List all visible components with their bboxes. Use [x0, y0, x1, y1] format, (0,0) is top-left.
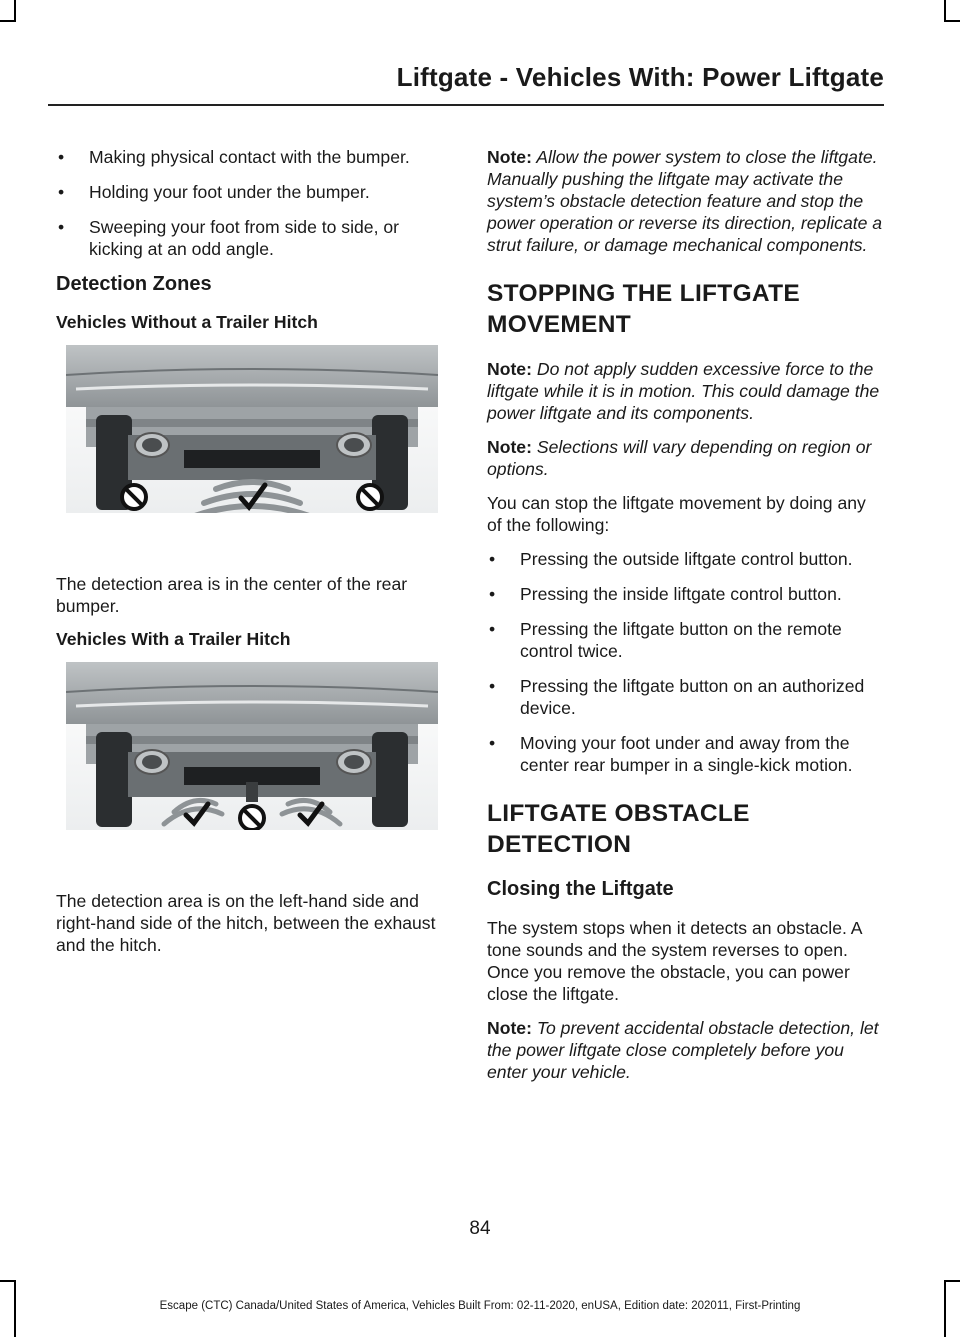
header-rule: [48, 104, 884, 106]
closing-text: The system stops when it detects an obstacle. A tone sounds and the system reverses to open. Once you remove the obstacle, you can power close the liftgate.: [487, 918, 862, 1004]
right-column: [487, 146, 883, 1095]
without-hitch-subheading: Vehicles Without a Trailer Hitch: [56, 312, 318, 332]
left-column: [56, 146, 440, 968]
stop-method-list: [487, 548, 883, 776]
page-title: Liftgate - Vehicles With: Power Liftgate: [396, 62, 884, 92]
list-item: • Pressing the liftgate button on the remote control twice.: [489, 619, 842, 661]
page-number: 84: [469, 1218, 491, 1239]
detection-text-center: The detection area is in the center of the rear bumper.: [56, 574, 408, 616]
list-item: • Pressing the outside liftgate control button.: [489, 549, 853, 569]
obstacle-detection-heading: LIFTGATE OBSTACLE DETECTION: [487, 800, 750, 858]
detection-zones-heading: Detection Zones: [56, 273, 212, 295]
list-item: • Pressing the inside liftgate control button.: [489, 584, 842, 604]
crop-mark: [944, 1280, 960, 1282]
list-item: • Moving your foot under and away from the center rear bumper in a single-kick motion.: [489, 733, 853, 775]
list-item: • Sweeping your foot from side to side, or kicking at an odd angle.: [58, 217, 400, 259]
crop-mark: [14, 0, 16, 22]
crop-mark: [0, 1280, 16, 1282]
page-footer: Escape (CTC) Canada/United States of America, Vehicles Built From: 02-11-2020, enUSA, Edition date: 202011, First-Printing: [159, 1300, 801, 1312]
note-selections: Note: Selections will vary depending on region or options.: [487, 437, 872, 479]
list-item: • Holding your foot under the bumper.: [58, 182, 370, 202]
bumper-no-hitch-illustration: [66, 345, 438, 513]
list-item: • Pressing the liftgate button on an authorized device.: [489, 676, 865, 718]
stopping-liftgate-heading: STOPPING THE LIFTGATE MOVEMENT: [487, 280, 801, 338]
note-sudden-force: Note: Do not apply sudden excessive force to the liftgate while it is in motion. This could damage the power liftgate and its components.: [487, 359, 880, 423]
list-item: • Making physical contact with the bumper.: [58, 147, 410, 167]
with-hitch-subheading: Vehicles With a Trailer Hitch: [56, 629, 291, 649]
crop-mark: [0, 20, 16, 22]
bumper-with-hitch-illustration: [66, 662, 438, 830]
contact-bullet-list: [56, 146, 440, 260]
note-accidental-detection: Note: To prevent accidental obstacle detection, let the power liftgate close completely before you enter your vehicle.: [487, 1018, 879, 1082]
detection-text-hitch: The detection area is on the left-hand side and right-hand side of the hitch, between the exhaust and the hitch.: [56, 891, 436, 955]
closing-liftgate-subheading: Closing the Liftgate: [487, 878, 674, 900]
crop-mark: [944, 0, 946, 22]
crop-mark: [944, 20, 960, 22]
stop-intro-text: You can stop the liftgate movement by doing any of the following:: [487, 493, 866, 535]
note-power-close: Note: Allow the power system to close the liftgate. Manually pushing the liftgate may activate the system’s obstacle detection feature and stop the power operation or reverse its direction, replicate a strut failure, or damage mechanical components.: [487, 147, 883, 255]
